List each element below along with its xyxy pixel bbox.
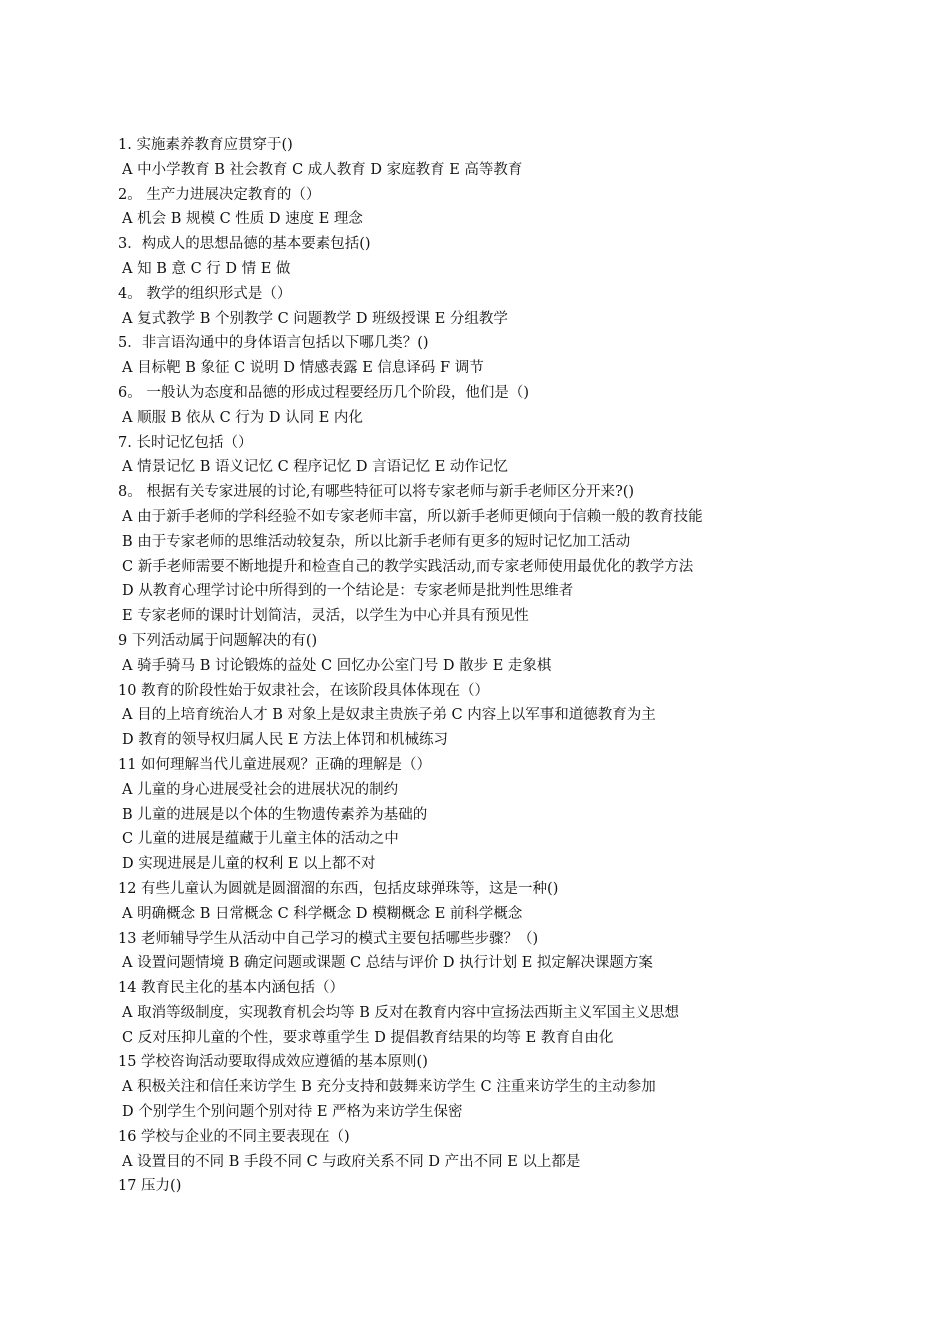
question-text: 4。 教学的组织形式是（） (118, 285, 292, 302)
question-text: 15 学校咨询活动要取得成效应遵循的基本原则() (118, 1054, 428, 1071)
question-text: 10 教育的阶段性始于奴隶社会，在该阶段具体体现在（） (118, 682, 490, 699)
question-text: 11 如何理解当代儿童进展观？正确的理解是（） (118, 756, 432, 773)
question-text: 5．非言语沟通中的身体语言包括以下哪几类？() (118, 335, 429, 352)
answer-options-line: B 由于专家老师的思维活动较复杂，所以比新手老师有更多的短时记忆加工活动 (122, 533, 631, 550)
answer-options-line: A 积极关注和信任来访学生 B 充分支持和鼓舞来访学生 C 注重来访学生的主动参加 (122, 1079, 656, 1096)
question-text: 3．构成人的思想品德的基本要素包括() (118, 236, 371, 253)
answer-options-line: C 新手老师需要不断地提升和检查自己的教学实践活动,而专家老师使用最优化的教学方法 (122, 558, 694, 575)
answer-options-line: A 设置问题情境 B 确定问题或课题 C 总结与评价 D 执行计划 E 拟定解决课题方案 (122, 955, 653, 972)
answer-options-line: A 骑手骑马 B 讨论锻炼的益处 C 回忆办公室门号 D 散步 E 走象棋 (122, 657, 552, 674)
answer-options-line: A 儿童的身心进展受社会的进展状况的制约 (122, 781, 399, 798)
question-list (118, 133, 818, 1199)
question-text: 7. 长时记忆包括（） (118, 434, 253, 451)
answer-options-line: A 设置目的不同 B 手段不同 C 与政府关系不同 D 产出不同 E 以上都是 (122, 1153, 581, 1170)
question-text: 2。 生产力进展决定教育的（） (118, 186, 321, 203)
answer-options-line: D 实现进展是儿童的权利 E 以上都不对 (122, 856, 376, 873)
answer-options-line: A 目标靶 B 象征 C 说明 D 情感表露 E 信息译码 F 调节 (122, 360, 484, 377)
question-text: 16 学校与企业的不同主要表现在（) (118, 1128, 350, 1145)
answer-options-line: A 中小学教育 B 社会教育 C 成人教育 D 家庭教育 E 高等教育 (122, 161, 523, 178)
answer-options-line: B 儿童的进展是以个体的生物遗传素养为基础的 (122, 806, 428, 823)
answer-options-line: D 从教育心理学讨论中所得到的一个结论是：专家老师是批判性思维者 (122, 583, 574, 600)
answer-options-line: A 取消等级制度，实现教育机会均等 B 反对在教育内容中宣扬法西斯主义军国主义思想 (122, 1004, 679, 1021)
answer-options-line: A 由于新手老师的学科经验不如专家老师丰富，所以新手老师更倾向于信赖一般的教育技能 (122, 508, 703, 525)
question-text: 8。 根据有关专家进展的讨论,有哪些特征可以将专家老师与新手老师区分开来?() (118, 484, 635, 501)
question-text: 17 压力() (118, 1178, 182, 1195)
question-text: 6。 一般认为态度和品德的形成过程要经历几个阶段，他们是（) (118, 384, 529, 401)
question-text: 9 下列活动属于问题解决的有() (118, 632, 318, 649)
answer-options-line: D 教育的领导权归属人民 E 方法上体罚和机械练习 (122, 732, 449, 749)
answer-options-line: A 复式教学 B 个别教学 C 问题教学 D 班级授课 E 分组教学 (122, 310, 508, 327)
answer-options-line: C 儿童的进展是蕴藏于儿童主体的活动之中 (122, 831, 399, 848)
question-text: 14 教育民主化的基本内涵包括（） (118, 980, 345, 997)
answer-options-line: E 专家老师的课时计划简洁，灵活，以学生为中心并具有预见性 (122, 608, 529, 625)
answer-options-line: A 知 B 意 C 行 D 情 E 做 (122, 260, 291, 277)
question-text: 12 有些儿童认为圆就是圆溜溜的东西，包括皮球弹珠等，这是一种() (118, 880, 559, 897)
answer-options-line: A 目的上培育统治人才 B 对象上是奴隶主贵族子弟 C 内容上以军事和道德教育为主 (122, 707, 656, 724)
answer-options-line: A 顺服 B 依从 C 行为 D 认同 E 内化 (122, 409, 363, 426)
question-text: 13 老师辅导学生从活动中自己学习的模式主要包括哪些步骤？（) (118, 930, 539, 947)
answer-options-line: D 个别学生个别问题个别对待 E 严格为来访学生保密 (122, 1104, 463, 1121)
answer-options-line: A 情景记忆 B 语义记忆 C 程序记忆 D 言语记忆 E 动作记忆 (122, 459, 508, 476)
answer-options-line: A 机会 B 规模 C 性质 D 速度 E 理念 (122, 211, 363, 228)
question-text: 1. 实施素养教育应贯穿于() (118, 137, 293, 153)
answer-options-line: C 反对压抑儿童的个性，要求尊重学生 D 提倡教育结果的均等 E 教育自由化 (122, 1029, 614, 1046)
answer-options-line: A 明确概念 B 日常概念 C 科学概念 D 模糊概念 E 前科学概念 (122, 905, 523, 922)
